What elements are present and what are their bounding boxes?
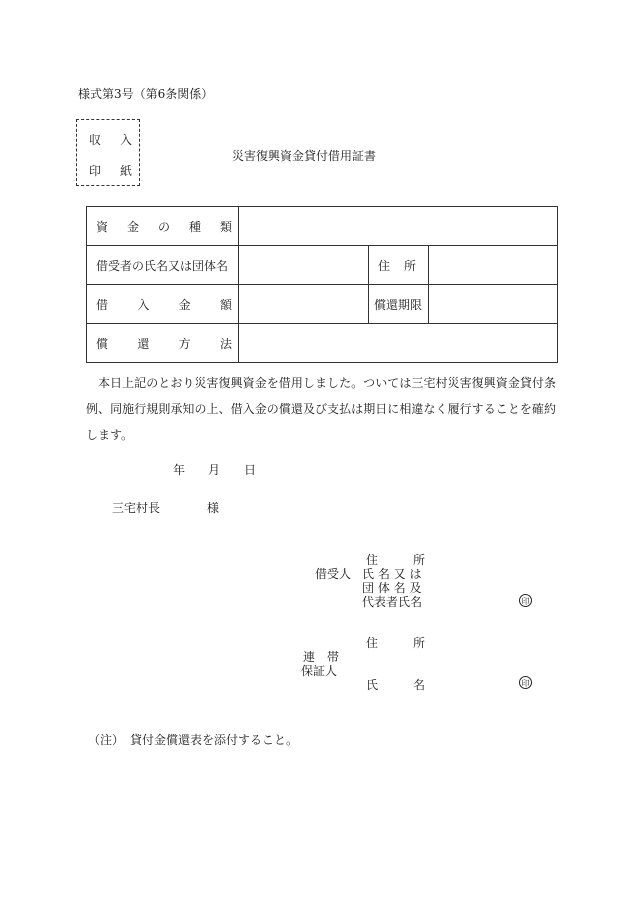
revenue-stamp-box	[76, 119, 140, 186]
address-field[interactable]	[429, 246, 558, 285]
fund-type-field[interactable]	[239, 207, 558, 246]
table-row	[87, 246, 558, 285]
borrower-label: 借受人	[315, 567, 352, 581]
guarantor-label-2: 保証人	[301, 664, 338, 678]
borrower-name-line: 団 体 名 及	[362, 581, 422, 595]
stamp-char: 印	[89, 164, 102, 178]
attachment-note: （注） 貸付金償還表を添付すること。	[88, 733, 299, 747]
stamp-char: 収	[89, 133, 102, 147]
borrower-address-label-1: 住	[366, 553, 379, 567]
date-month: 月	[208, 463, 221, 477]
borrower-address-label-2: 所	[413, 553, 426, 567]
guarantor-label-1: 連 帯	[303, 650, 340, 664]
document-title: 災害復興資金貸付借用証書	[232, 149, 377, 163]
amount-field[interactable]	[239, 285, 369, 324]
form-number: 様式第3号（第6条関係）	[78, 87, 214, 101]
repay-deadline-field[interactable]	[429, 285, 558, 324]
fund-type-label: 資 金 の 種 類	[87, 207, 239, 246]
guarantor-address-label-2: 所	[413, 636, 426, 650]
guarantor-name-label-2: 名	[413, 678, 426, 692]
repay-deadline-label: 償還期限	[369, 285, 429, 324]
seal-mark: 印	[519, 594, 532, 607]
stamp-char: 紙	[120, 164, 133, 178]
table-row	[87, 324, 558, 363]
addressee-name: 三宅村長	[112, 501, 161, 515]
guarantor-name-label-1: 氏	[366, 678, 379, 692]
borrower-name-field[interactable]	[239, 246, 369, 285]
stamp-char: 入	[120, 133, 133, 147]
seal-mark: 印	[519, 676, 532, 689]
address-label: 住 所	[369, 246, 429, 285]
repay-method-label: 償 還 方 法	[87, 324, 239, 363]
borrower-name-line: 代表者氏名	[362, 595, 423, 609]
table-row	[87, 285, 558, 324]
repay-method-field[interactable]	[239, 324, 558, 363]
loan-info-table	[86, 206, 558, 363]
date-day: 日	[244, 463, 257, 477]
amount-label: 借 入 金 額	[87, 285, 239, 324]
declaration-text: 本日上記のとおり災害復興資金を借用しました。ついては三宅村災害復興資金貸付条例、同施行規則承知の上、借入金の償還及び支払は期日に相違なく履行することを確約します。	[86, 376, 556, 442]
addressee-honorific: 様	[207, 501, 220, 515]
borrower-name-line: 氏 名 又 は	[362, 567, 422, 581]
guarantor-address-label-1: 住	[366, 636, 379, 650]
table-row	[87, 207, 558, 246]
date-year: 年	[173, 463, 186, 477]
borrower-name-label: 借受者の氏名又は団体名	[87, 246, 239, 285]
